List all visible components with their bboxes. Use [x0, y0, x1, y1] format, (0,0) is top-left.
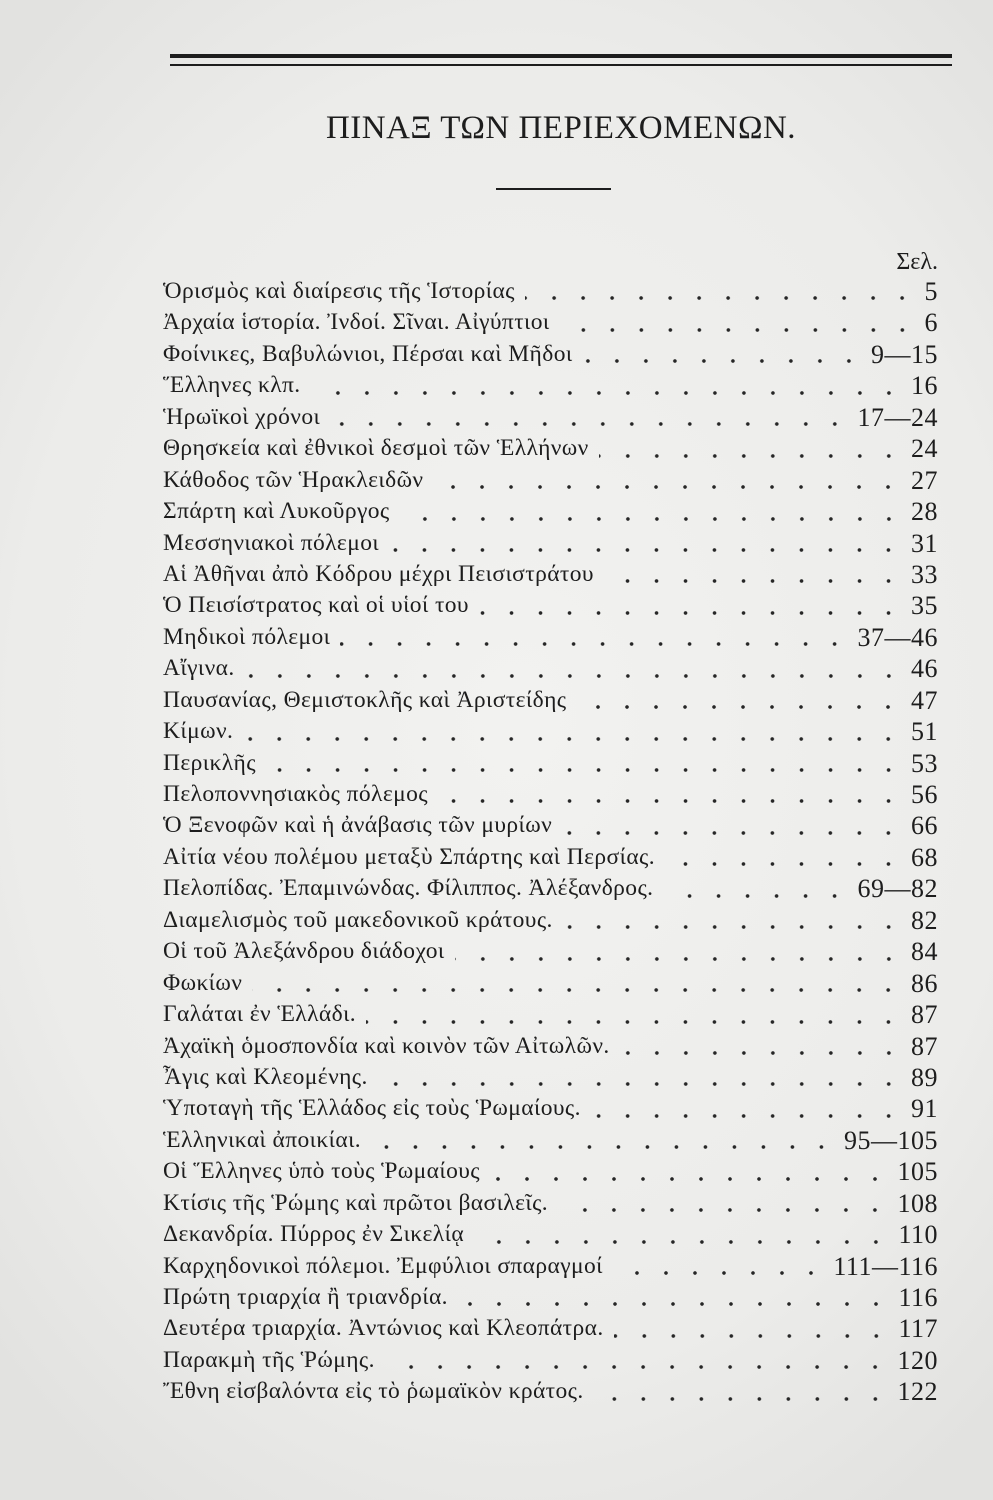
- entry-title: Καρχηδονικοὶ πόλεμοι. Ἐμφύλιοι σπαραγμοί: [163, 1252, 603, 1279]
- leader-dots: [599, 433, 903, 464]
- toc-row: [163, 716, 938, 747]
- entry-title: Κάθοδος τῶν Ἡρακλειδῶν: [163, 466, 424, 493]
- page-column-label: Σελ.: [896, 249, 938, 275]
- entry-page: 69—82: [857, 874, 938, 904]
- leader-dots: [266, 748, 903, 779]
- entry-title: Αἴγινα.: [163, 655, 235, 682]
- entry-title: Ἀρχαία ἱστορία. Ἰνδοί. Σῖναι. Αἰγύπτιοι: [163, 309, 550, 336]
- entry-title: Αἰτία νέου πολέμου μεταξὺ Σπάρτης καὶ Περσίας.: [163, 843, 656, 870]
- toc-row: [163, 1282, 938, 1313]
- entry-page: 120: [897, 1345, 938, 1375]
- leader-dots: [252, 968, 903, 999]
- entry-page: 51: [911, 717, 938, 747]
- leader-dots: [474, 1219, 890, 1250]
- leader-dots: [665, 842, 903, 873]
- leader-dots: [591, 1093, 903, 1124]
- toc-row: [163, 968, 938, 999]
- toc-row: [163, 936, 938, 967]
- entry-title: Θρησκεία καὶ ἐθνικοὶ δεσμοὶ τῶν Ἑλλήνων: [163, 435, 589, 462]
- toc-row: [163, 1345, 938, 1376]
- toc-row: [163, 370, 938, 401]
- leader-dots: [378, 1062, 903, 1093]
- title-underline: [496, 188, 611, 190]
- entry-title: Ὁ Πεισίστρατος καὶ οἱ υἱοί του: [163, 592, 469, 619]
- toc-row: [163, 1125, 938, 1156]
- leader-dots: [366, 999, 903, 1030]
- leader-dots: [243, 716, 903, 747]
- leader-dots: [311, 370, 903, 401]
- leader-dots: [458, 1282, 891, 1313]
- entry-title: Οἱ Ἕλληνες ὑπὸ τοὺς Ῥωμαίους: [163, 1158, 480, 1185]
- leader-dots: [438, 779, 903, 810]
- entry-page: 122: [897, 1377, 938, 1407]
- entry-title: Μηδικοὶ πόλεμοι: [163, 623, 331, 650]
- toc-row: [163, 1219, 938, 1250]
- toc-row: [163, 559, 938, 590]
- toc-row: [163, 1093, 938, 1124]
- leader-dots: [576, 685, 903, 716]
- entry-page: 105: [897, 1157, 938, 1187]
- entry-page: 89: [911, 1062, 938, 1092]
- toc-row: [163, 402, 938, 433]
- leader-dots: [563, 905, 903, 936]
- toc-row: [163, 496, 938, 527]
- entry-title: Ἑλληνικαὶ ἀποικίαι.: [163, 1126, 362, 1153]
- entry-page: 47: [911, 685, 938, 715]
- entry-page: 108: [897, 1188, 938, 1218]
- toc-row: [163, 779, 938, 810]
- leader-dots: [371, 1125, 836, 1156]
- entry-title: Πελοπίδας. Ἐπαμινώνδας. Φίλιππος. Ἀλέξανδρος.: [163, 875, 654, 902]
- toc-row: [163, 748, 938, 779]
- leader-dots: [594, 1376, 890, 1407]
- leader-dots: [614, 1313, 891, 1344]
- entry-title: Ὑποταγὴ τῆς Ἑλλάδος εἰς τοὺς Ῥωμαίους.: [163, 1095, 581, 1122]
- leader-dots: [433, 465, 903, 496]
- entry-title: Φωκίων: [163, 969, 243, 996]
- entry-title: Ἀχαϊκὴ ὁμοσπονδία καὶ κοινὸν τῶν Αἰτωλῶν.: [163, 1032, 610, 1059]
- leader-dots: [389, 528, 903, 559]
- toc-row: [163, 905, 938, 936]
- toc-row: [163, 1031, 938, 1062]
- entry-title: Διαμελισμὸς τοῦ μακεδονικοῦ κράτους.: [163, 906, 553, 933]
- toc-row: [163, 1062, 938, 1093]
- toc-row: [163, 1313, 938, 1344]
- toc-row: [163, 433, 938, 464]
- leader-dots: [330, 402, 849, 433]
- entry-page: 16: [911, 371, 938, 401]
- toc-row: [163, 307, 938, 338]
- leader-dots: [479, 590, 903, 621]
- entry-title: Πρώτη τριαρχία ἢ τριανδρία.: [163, 1284, 448, 1310]
- entry-title: Αἱ Ἀθῆναι ἀπὸ Κόδρου μέχρι Πεισιστράτου: [163, 560, 594, 587]
- entry-page: 35: [911, 591, 938, 621]
- leader-dots: [613, 1251, 825, 1282]
- toc-row: [163, 276, 938, 307]
- entry-page: 28: [911, 497, 938, 527]
- leader-dots: [663, 873, 849, 904]
- entry-page: 86: [911, 968, 938, 998]
- entry-page: 37—46: [857, 622, 938, 652]
- toc-row: [163, 1251, 938, 1282]
- entry-page: 84: [911, 937, 938, 967]
- toc-row: [163, 339, 938, 370]
- leader-dots: [558, 1188, 889, 1219]
- entry-title: Κτίσις τῆς Ῥώμης καὶ πρῶτοι βασιλεῖς.: [163, 1189, 549, 1216]
- toc-row: [163, 1188, 938, 1219]
- entry-page: 82: [911, 905, 938, 935]
- toc-row: [163, 842, 938, 873]
- entry-page: 56: [911, 780, 938, 809]
- entry-title: Περικλῆς: [163, 749, 256, 776]
- toc-row: [163, 999, 938, 1030]
- entry-page: 87: [911, 1000, 938, 1030]
- leader-dots: [245, 653, 903, 684]
- entry-page: 33: [911, 559, 938, 589]
- toc-row: [163, 465, 938, 496]
- entry-title: Κίμων.: [163, 718, 234, 745]
- leader-dots: [560, 307, 917, 338]
- entry-page: 95—105: [844, 1125, 938, 1155]
- page-title: ΠΙΝΑΞ ΤΩΝ ΠΕΡΙΕΧΟΜΕΝΩΝ.: [325, 110, 797, 146]
- entry-title: Δευτέρα τριαρχία. Ἀντώνιος καὶ Κλεοπάτρα.: [163, 1315, 604, 1342]
- entry-title: Φοίνικες, Βαβυλώνιοι, Πέρσαι καὶ Μῆδοι: [163, 340, 573, 367]
- entry-title: Μεσσηνιακοὶ πόλεμοι: [163, 529, 380, 556]
- entry-page: 6: [924, 308, 938, 338]
- entry-page: 27: [911, 465, 938, 495]
- entry-page: 68: [911, 842, 938, 872]
- leader-dots: [490, 1156, 890, 1187]
- leader-dots: [620, 1031, 903, 1062]
- header-double-rule: [170, 54, 952, 66]
- toc-row: [163, 685, 938, 716]
- toc-row: [163, 528, 938, 559]
- entry-page: 117: [898, 1314, 938, 1344]
- toc-row: [163, 622, 938, 653]
- leader-dots: [340, 622, 849, 653]
- entry-title: Ἕλληνες κλπ.: [163, 372, 301, 399]
- entry-title: Οἱ τοῦ Ἀλεξάνδρου διάδοχοι: [163, 938, 445, 965]
- toc-list: [163, 276, 938, 1408]
- toc-row: [163, 590, 938, 621]
- toc-row: [163, 1156, 938, 1187]
- entry-page: 66: [911, 811, 938, 841]
- entry-title: Σπάρτη καὶ Λυκοῦργος: [163, 498, 390, 525]
- entry-title: Ἡρωϊκοὶ χρόνοι: [163, 403, 321, 430]
- entry-title: Γαλάται ἐν Ἑλλάδι.: [163, 1001, 357, 1028]
- entry-title: Παυσανίας, Θεμιστοκλῆς καὶ Ἀριστείδης: [163, 686, 567, 713]
- entry-title: Ἔθνη εἰσβαλόντα εἰς τὸ ῥωμαϊκὸν κράτος.: [163, 1378, 584, 1405]
- entry-title: Πελοποννησιακὸς πόλεμος: [163, 781, 428, 807]
- entry-page: 5: [924, 277, 938, 306]
- entry-title: Ἆγις καὶ Κλεομένης.: [163, 1063, 368, 1090]
- toc-row: [163, 810, 938, 841]
- entry-page: 87: [911, 1031, 938, 1061]
- entry-page: 46: [911, 654, 938, 684]
- entry-page: 31: [911, 528, 938, 558]
- leader-dots: [400, 496, 903, 527]
- entry-page: 9—15: [871, 339, 938, 369]
- entry-title: Παρακμὴ τῆς Ῥώμης.: [163, 1346, 375, 1373]
- leader-dots: [525, 276, 917, 307]
- entry-page: 24: [911, 434, 938, 464]
- entry-page: 110: [898, 1220, 938, 1250]
- leader-dots: [455, 936, 903, 967]
- entry-title: Δεκανδρία. Πύρρος ἐν Σικελίᾳ: [163, 1221, 465, 1248]
- entry-page: 111—116: [833, 1251, 938, 1281]
- entry-page: 53: [911, 748, 938, 778]
- leader-dots: [385, 1345, 890, 1376]
- toc-row: [163, 653, 938, 684]
- leader-dots: [562, 810, 903, 841]
- toc-row: [163, 1376, 938, 1407]
- entry-title: Ὁρισμὸς καὶ διαίρεσις τῆς Ἱστορίας: [163, 278, 515, 304]
- toc-row: [163, 873, 938, 904]
- leader-dots: [583, 339, 863, 370]
- entry-page: 116: [898, 1283, 938, 1312]
- entry-title: Ὁ Ξενοφῶν καὶ ἡ ἀνάβασις τῶν μυρίων: [163, 812, 553, 839]
- entry-page: 91: [911, 1094, 938, 1124]
- entry-page: 17—24: [857, 402, 938, 432]
- leader-dots: [604, 559, 903, 590]
